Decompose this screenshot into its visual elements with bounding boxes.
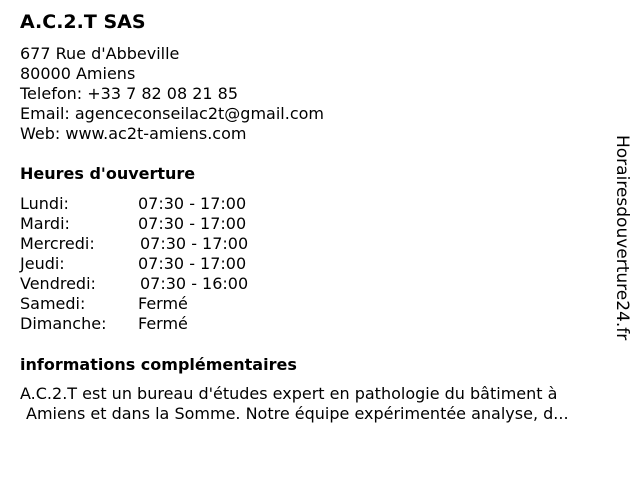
day-label: Mercredi: xyxy=(20,234,95,253)
opening-hours-heading: Heures d'ouverture xyxy=(20,164,196,183)
day-label: Samedi: xyxy=(20,294,86,313)
address-street: 677 Rue d'Abbeville xyxy=(20,44,180,63)
email-text: Email: agenceconseilac2t@gmail.com xyxy=(20,104,324,123)
day-label: Dimanche: xyxy=(20,314,107,333)
time-value: 07:30 - 17:00 xyxy=(138,194,247,213)
day-label: Lundi: xyxy=(20,194,69,213)
time-value: 07:30 - 17:00 xyxy=(138,254,247,273)
day-label: Mardi: xyxy=(20,214,70,233)
watermark-text: Horairesdouverture24.fr xyxy=(612,135,632,341)
time-value: 07:30 - 17:00 xyxy=(138,214,247,233)
time-value: 07:30 - 17:00 xyxy=(140,234,249,253)
description-line-1: A.C.2.T est un bureau d'études expert en pathologie du bâtiment à xyxy=(20,384,558,403)
phone-text: Telefon: +33 7 82 08 21 85 xyxy=(20,84,239,103)
time-value: Fermé xyxy=(138,314,188,333)
time-value: Fermé xyxy=(138,294,188,313)
day-label: Vendredi: xyxy=(20,274,96,293)
site-watermark xyxy=(611,135,633,370)
additional-info-heading: informations complémentaires xyxy=(20,355,297,374)
address-city: 80000 Amiens xyxy=(20,64,136,83)
website-text: Web: www.ac2t-amiens.com xyxy=(20,124,247,143)
time-value: 07:30 - 16:00 xyxy=(140,274,249,293)
description-line-2: Amiens et dans la Somme. Notre équipe expérimentée analyse, d... xyxy=(26,404,569,423)
company-name: A.C.2.T SAS xyxy=(20,11,146,33)
contact-block xyxy=(20,44,324,144)
day-label: Jeudi: xyxy=(20,254,65,273)
business-description xyxy=(20,384,620,424)
